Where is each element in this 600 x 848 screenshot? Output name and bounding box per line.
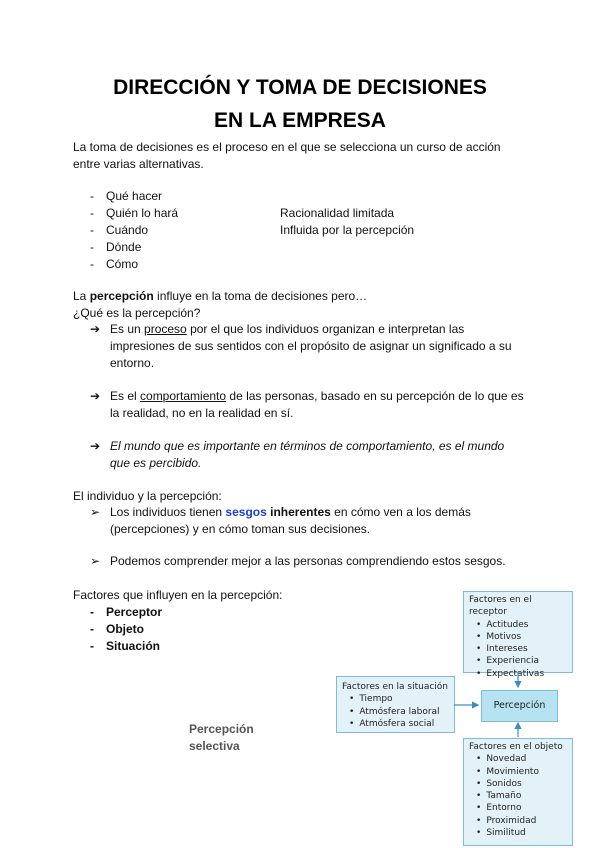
arrow-right-icon: ➔ xyxy=(90,439,101,453)
intro-bold: percepción xyxy=(89,289,154,303)
list-marker: - xyxy=(90,240,94,254)
perception-question: ¿Qué es la percepción? xyxy=(73,306,201,320)
arrow-point-2-line-2: la realidad, no en la realidad en sí. xyxy=(110,406,294,420)
object-factor-item: • Proximidad xyxy=(464,815,572,827)
receptor-factors-title: Factores en el receptor xyxy=(469,595,532,618)
list-marker: - xyxy=(90,206,94,220)
bold-text: inherentes xyxy=(266,505,331,519)
page-title-line2: EN LA EMPRESA xyxy=(214,109,386,132)
intro-line-1: La toma de decisiones es el proceso en el que se selecciona un curso de acción xyxy=(73,140,501,154)
list-item-label: Cómo xyxy=(106,257,139,271)
list-marker: - xyxy=(90,605,94,619)
situation-factor-item: • Atmósfera laboral xyxy=(337,706,454,718)
list-item-label: Quién lo hará xyxy=(106,206,179,220)
arrowhead-bullet-icon: ➢ xyxy=(90,505,101,519)
text: Podemos comprender mejor a las personas comprendiendo estos sesgos. xyxy=(110,554,506,568)
text: Es el xyxy=(110,389,141,403)
object-factor-item: • Entorno xyxy=(464,802,572,814)
situation-factors-title: Factores en la situación xyxy=(342,682,449,692)
individual-bullet-1-line-2: (percepciones) y en cómo toman sus decisiones. xyxy=(110,522,371,536)
list-marker: - xyxy=(90,223,94,237)
arrowhead-bullet-icon: ➢ xyxy=(90,554,101,568)
intro-post: influye en la toma de decisiones pero… xyxy=(153,289,368,303)
list-marker: - xyxy=(90,622,94,636)
text: por el que los individuos organizan e interpretan las xyxy=(186,322,465,336)
text: Es un xyxy=(110,322,145,336)
list-item-label: Situación xyxy=(106,639,161,653)
arrow-point-1-line-3: entorno. xyxy=(110,356,155,370)
list-marker: - xyxy=(90,257,94,271)
receptor-factor-item: • Expectativas xyxy=(464,668,572,680)
highlight-text: sesgos xyxy=(225,505,267,519)
situation-factor-item: • Tiempo xyxy=(337,693,454,705)
receptor-factor-item: • Experiencia xyxy=(464,655,572,667)
arrow-right-icon: ➔ xyxy=(90,389,101,403)
text: Los individuos tienen xyxy=(110,505,226,519)
side-note: Influida por la percepción xyxy=(280,223,415,237)
list-marker: - xyxy=(90,189,94,203)
list-item-label: Dónde xyxy=(106,240,142,254)
arrow-point-3-line-2: que es percibido. xyxy=(110,456,202,470)
list-marker: - xyxy=(90,639,94,653)
individual-heading: El individuo y la percepción: xyxy=(73,489,222,503)
object-factor-item: • Sonidos xyxy=(464,778,572,790)
arrow-point-1-line-2: impresiones de sus sentidos con el propósito de asignar un significado a su xyxy=(110,339,512,353)
underlined-text: comportamiento xyxy=(140,389,227,403)
perception-center-box: Percepción xyxy=(481,690,558,722)
object-factor-item: • Similitud xyxy=(464,827,572,839)
side-note: Racionalidad limitada xyxy=(280,206,395,220)
intro-line-2: entre varias alternativas. xyxy=(73,157,204,171)
list-item-label: Cuándo xyxy=(106,223,149,237)
object-factors-title: Factores en el objeto xyxy=(469,742,563,752)
receptor-factor-item: • Actitudes xyxy=(464,619,572,631)
object-factor-item: • Novedad xyxy=(464,753,572,765)
selective-label-line-1: Percepción xyxy=(189,722,254,736)
page-title: DIRECCIÓN Y TOMA DE DECISIONES xyxy=(113,76,487,99)
selective-label-line-2: selectiva xyxy=(189,739,240,753)
receptor-factor-item: • Motivos xyxy=(464,631,572,643)
underlined-text: proceso xyxy=(144,322,187,336)
italic-text: El mundo que es importante en términos de comportamiento, es el mundo xyxy=(110,439,505,453)
object-factor-item: • Movimiento xyxy=(464,766,572,778)
arrow-right-icon: ➔ xyxy=(90,322,101,336)
situation-factor-item: • Atmósfera social xyxy=(337,718,454,730)
object-factor-item: • Tamaño xyxy=(464,790,572,802)
list-item-label: Qué hacer xyxy=(106,189,163,203)
factors-heading: Factores que influyen en la percepción: xyxy=(73,588,283,602)
text: de las personas, basado en su percepción de lo que es xyxy=(226,389,524,403)
list-item-label: Objeto xyxy=(106,622,144,636)
intro-pre: La xyxy=(73,289,90,303)
text: en cómo ven a los demás xyxy=(330,505,471,519)
list-item-label: Perceptor xyxy=(106,605,163,619)
receptor-factor-item: • Intereses xyxy=(464,643,572,655)
